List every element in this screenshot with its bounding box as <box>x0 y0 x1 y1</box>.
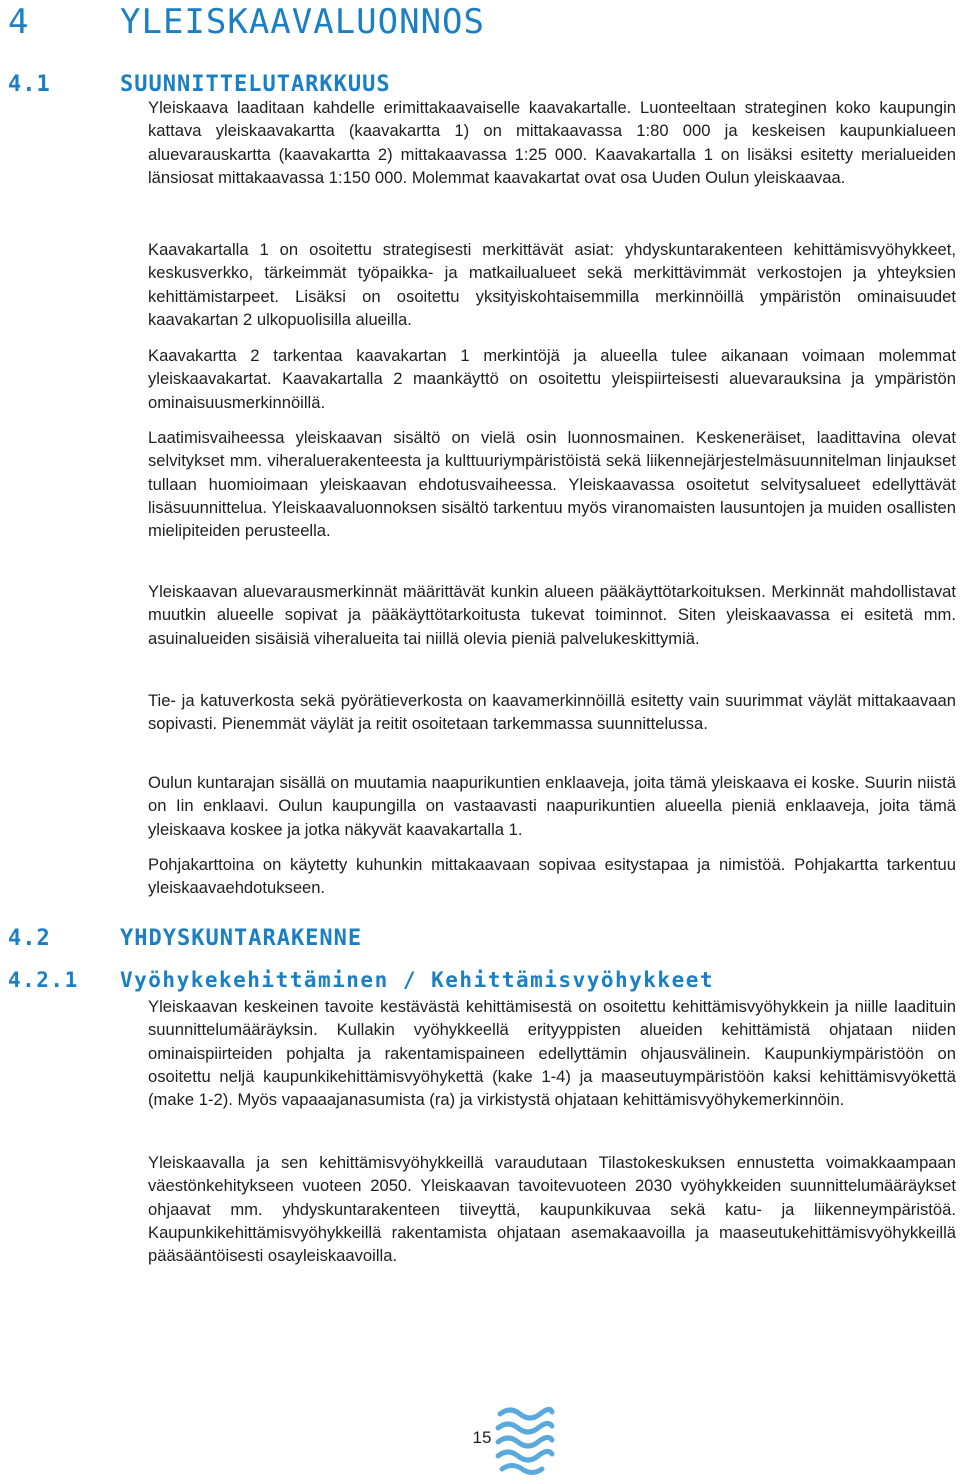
section-title: YHDYSKUNTARAKENNE <box>120 926 363 951</box>
paragraph: Tie- ja katuverkosta sekä pyörätieverkosta on kaavamerkinnöillä esitetty vain suurimmat väylät mittakaavaan sopivasti. Pienemmät väylät ja reitit osoitetaan tarkemmassa suunnittelussa. <box>148 691 956 734</box>
paragraph: Yleiskaavalla ja sen kehittämisvyöhykkeillä varaudutaan Tilastokeskuksen ennustetta voimakkaampaan väestönkehitykseen vuoteen 2050. Yleiskaavan tavoitevuoteen 2030 vyöhykkeiden suunnittelumääräykset ohjaavat mm. yhdyskuntarakenteen tiiveyttä, kaupunkikuvaa sekä katu- ja liikenneympäristöä. Kaupunkikehittämisvyöhykkeillä rakentamista ohjataan asemakaavoilla ja maaseutukehittämisvyöhykkeillä pääsääntöisesti osayleiskaavoilla. <box>148 1153 956 1266</box>
paragraph: Laatimisvaiheessa yleiskaavan sisältö on vielä osin luonnosmainen. Keskeneräiset, laadittavina olevat selvitykset mm. viheraluerakenteesta ja kulttuuriympäristöistä sekä liikennejärjestelmäsuunnitelman linjaukset tullaan huomioimaan yleiskaavan ehdotusvaiheessa. Yleiskaavassa osoitetut selvitysalueet edellyttävät lisäsuunnittelua. Yleiskaavaluonnoksen sisältö tarkentuu myös viranomaisten lausuntojen ja muiden osallisten mielipiteiden perusteella. <box>148 428 956 541</box>
paragraph: Yleiskaava laaditaan kahdelle erimittakaavaiselle kaavakartalle. Luonteeltaan strateginen koko kaupungin kattava yleiskaavakartta (kaavakartta 1) on mittakaavassa 1:80 000 ja keskeisen kaupunkialueen aluevarauskartta (kaavakartta 2) mittakaavassa 1:25 000. Kaavakartalla 1 on lisäksi esitetty merialueiden länsiosat mittakaavassa 1:150 000. Molemmat kaavakartat ovat osa Uuden Oulun yleiskaavaa. <box>148 98 956 187</box>
chapter-heading <box>8 2 485 42</box>
paragraph: Pohjakarttoina on käytetty kuhunkin mittakaavaan sopivaa esitystapaa ja nimistöä. Pohjakartta tarkentuu yleiskaavaehdotukseen. <box>148 855 956 898</box>
section-number: 4.2 <box>8 926 51 951</box>
section-heading-4-1 <box>8 72 391 97</box>
paragraph: Yleiskaavan aluevarausmerkinnät määrittävät kunkin alueen pääkäyttötarkoituksen. Merkinnät mahdollistavat muutkin alueelle sopivat ja pääkäyttötarkoitusta tukevat toiminnot. Siten yleiskaavassa ei esitetä mm. asuinalueiden sisäisiä viheralueita tai niillä olevia pieniä palvelukeskittymiä. <box>148 582 956 648</box>
section-title: SUUNNITTELUTARKKUUS <box>120 72 391 97</box>
section-number: 4.1 <box>8 72 51 97</box>
paragraph: Kaavakartalla 1 on osoitettu strategisesti merkittävät asiat: yhdyskuntarakenteen kehittämisvyöhykkeet, keskusverkko, tärkeimmät työpaikka- ja matkailualueet sekä merkittävimmät verkostojen ja yhteyksien kehittämistarpeet. Lisäksi on osoitettu yksityiskohtaisemmilla merkinnöillä ympäristön ominaisuudet kaavakartan 2 ulkopuolisilla alueilla. <box>148 240 956 329</box>
subsection-heading-4-2-1 <box>8 968 714 992</box>
waves-logo-icon <box>494 1404 556 1476</box>
subsection-title: Vyöhykekehittäminen / Kehittämisvyöhykkeet <box>120 968 715 992</box>
subsection-number: 4.2.1 <box>8 968 79 992</box>
paragraph: Oulun kuntarajan sisällä on muutamia naapurikuntien enklaaveja, joita tämä yleiskaava ei koske. Suurin niistä on Iin enklaavi. Oulun kaupungilla on vastaavasti naapurikuntien alueella pieniä enklaaveja, joita tämä yleiskaava koskee ja jotka näkyvät kaavakartalla 1. <box>148 773 956 839</box>
paragraph: Kaavakartta 2 tarkentaa kaavakartan 1 merkintöjä ja alueella tulee aikanaan voimaan molemmat yleiskaavakartat. Kaavakartalla 2 maankäyttö on osoitettu yleispiirteisesti aluevarauksina ja ympäristön ominaisuusmerkinnöillä. <box>148 346 956 412</box>
chapter-number: 4 <box>8 2 30 42</box>
page-number: 15 <box>472 1428 492 1447</box>
section-heading-4-2 <box>8 926 362 951</box>
chapter-title: YLEISKAAVALUONNOS <box>120 2 485 42</box>
paragraph: Yleiskaavan keskeinen tavoite kestävästä kehittämisestä on osoitettu kehittämisvyöhykkein ja niille laadituin suunnittelumääräyksin. Kullakin vyöhykkeellä erityyppisten alueiden kehittämistä ohjataan niiden ominaispiirteiden pohjalta ja rakentamispaineen edellyttämin ohjausvälinein. Kaupunkiympäristöön on osoitettu neljä kaupunkikehittämisvyöhykettä (kake 1-4) ja maaseutuympäristöön kaksi kehittämisvyökettä (make 1-2). Myös vapaaajanasumista (ra) ja virkistystä ohjataan kehittämisvyöhykemerkinnöin. <box>148 997 956 1110</box>
